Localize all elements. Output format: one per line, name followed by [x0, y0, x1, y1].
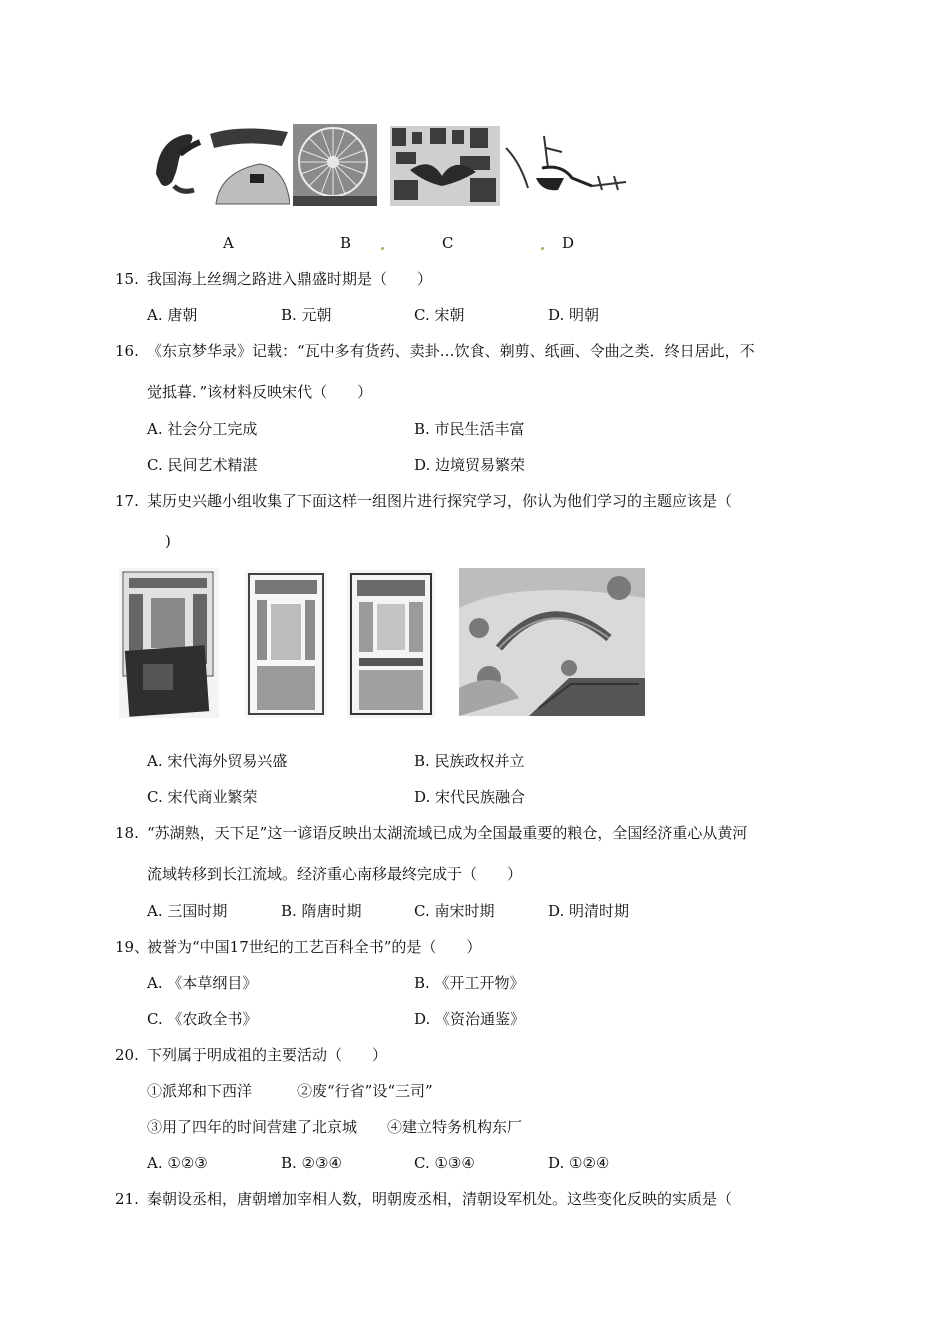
question-20-option-d[interactable]: D. ①②④	[548, 1154, 610, 1172]
question-20-option-b[interactable]: B. ②③④	[281, 1154, 342, 1172]
question-15-option-d[interactable]: D. 明朝	[548, 306, 600, 324]
question-15-number: 15.	[115, 270, 139, 288]
question-20-statement-line-2: ③用了四年的时间营建了北京城 ④建立特务机构东厂	[147, 1118, 523, 1136]
q14-image-b-waterwheel	[293, 124, 377, 206]
q17-image-paper-money-1	[119, 568, 219, 718]
question-18-option-b[interactable]: B. 隋唐时期	[281, 902, 362, 920]
question-18-stem-line-1: “苏湖熟，天下足”这一谚语反映出太湖流域已成为全国最重要的粮仓，全国经济重心从黄河	[147, 824, 748, 842]
q14-label-c: C	[442, 234, 454, 252]
question-20-stem: 下列属于明成祖的主要活动（ ）	[147, 1046, 388, 1064]
question-17-option-a[interactable]: A. 宋代海外贸易兴盛	[147, 752, 288, 770]
question-15-option-b[interactable]: B. 元朝	[281, 306, 332, 324]
question-18-number: 18.	[115, 824, 139, 842]
question-16-option-c[interactable]: C. 民间艺术精湛	[147, 456, 258, 474]
question-15-stem: 我国海上丝绸之路进入鼎盛时期是（ ）	[147, 270, 433, 288]
stray-mark	[381, 247, 384, 250]
question-19-option-c[interactable]: C. 《农政全书》	[147, 1010, 258, 1028]
question-16-stem-line-1: 《东京梦华录》记载：“瓦中多有货药、卖卦…饮食、剃剪、纸画、令曲之类．终日居此，不	[147, 342, 755, 360]
q14-image-a-tools	[150, 124, 290, 206]
question-20-option-a[interactable]: A. ①②③	[147, 1154, 208, 1172]
question-19-number: 19、	[115, 938, 150, 956]
question-19-stem: 被誉为“中国17世纪的工艺百科全书”的是（ ）	[147, 938, 482, 956]
question-16-number: 16.	[115, 342, 139, 360]
q17-image-paper-money-3	[347, 570, 435, 718]
question-17-option-d[interactable]: D. 宋代民族融合	[414, 788, 526, 806]
question-16-stem-line-2: 觉抵暮．”该材料反映宋代（ ）	[147, 383, 373, 401]
question-19-option-a[interactable]: A. 《本草纲目》	[147, 974, 258, 992]
q14-image-d-plough	[502, 128, 630, 206]
question-20-statement-line-1: ①派郑和下西洋 ②废“行省”设“三司”	[147, 1082, 433, 1100]
q14-image-c-rubbing	[390, 126, 500, 206]
q14-label-a: A	[223, 234, 234, 252]
q17-image-qingming-painting	[459, 568, 645, 716]
question-16-option-a[interactable]: A. 社会分工完成	[147, 420, 258, 438]
question-17-stem-line-1: 某历史兴趣小组收集了下面这样一组图片进行探究学习，你认为他们学习的主题应该是（	[147, 492, 733, 510]
question-18-option-c[interactable]: C. 南宋时期	[414, 902, 495, 920]
question-16-option-b[interactable]: B. 市民生活丰富	[414, 420, 525, 438]
question-21-number: 21.	[115, 1190, 139, 1208]
question-20-number: 20.	[115, 1046, 139, 1064]
q14-label-b: B	[340, 234, 352, 252]
question-18-stem-line-2: 流域转移到长江流域。经济重心南移最终完成于（ ）	[147, 865, 523, 883]
question-18-option-a[interactable]: A. 三国时期	[147, 902, 228, 920]
q17-image-paper-money-2	[245, 570, 327, 718]
question-19-option-d[interactable]: D. 《资治通鉴》	[414, 1010, 526, 1028]
question-17-option-c[interactable]: C. 宋代商业繁荣	[147, 788, 258, 806]
question-15-option-c[interactable]: C. 宋朝	[414, 306, 465, 324]
question-19-option-b[interactable]: B. 《开工开物》	[414, 974, 525, 992]
question-17-option-b[interactable]: B. 民族政权并立	[414, 752, 525, 770]
question-17-stem-line-2: )	[165, 532, 171, 550]
question-21-stem: 秦朝设丞相，唐朝增加宰相人数，明朝废丞相，清朝设军机处。这些变化反映的实质是（	[147, 1190, 733, 1208]
question-20-option-c[interactable]: C. ①③④	[414, 1154, 475, 1172]
question-17-number: 17.	[115, 492, 139, 510]
stray-mark	[541, 247, 544, 250]
question-18-option-d[interactable]: D. 明清时期	[548, 902, 630, 920]
question-16-option-d[interactable]: D. 边境贸易繁荣	[414, 456, 526, 474]
question-15-option-a[interactable]: A. 唐朝	[147, 306, 198, 324]
q14-label-d: D	[562, 234, 575, 252]
